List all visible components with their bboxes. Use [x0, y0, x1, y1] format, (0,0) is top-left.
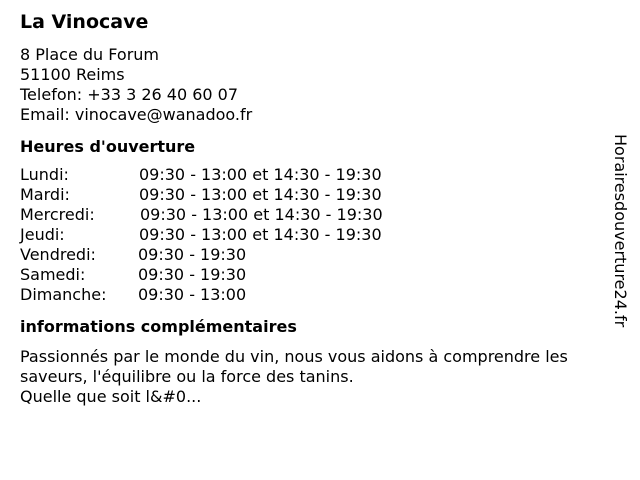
day-label: Vendredi: — [20, 245, 96, 264]
hours-title: Heures d'ouverture — [20, 137, 196, 156]
time-range: 09:30 - 13:00 — [138, 285, 247, 304]
time-range: 09:30 - 13:00 et 14:30 - 19:30 — [139, 225, 382, 244]
hours-row-sunday — [20, 285, 620, 305]
hours-row-tuesday — [20, 185, 620, 205]
hours-row-saturday — [20, 265, 620, 285]
address-city: 51100 Reims — [20, 65, 125, 84]
site-watermark: Horairesdouverture24.fr — [611, 134, 630, 328]
day-label: Mardi: — [20, 185, 70, 204]
time-range: 09:30 - 13:00 et 14:30 - 19:30 — [139, 185, 382, 204]
hours-row-wednesday — [20, 205, 620, 225]
time-range: 09:30 - 19:30 — [138, 265, 247, 284]
hours-row-friday — [20, 245, 620, 265]
hours-table — [20, 165, 620, 305]
description-line: Quelle que soit l&#0... — [20, 387, 202, 406]
description-line: Passionnés par le monde du vin, nous vous aidons à comprendre les — [20, 347, 568, 366]
business-name: La Vinocave — [20, 11, 149, 33]
business-card — [20, 10, 620, 407]
info-description — [20, 347, 620, 407]
address-block — [20, 45, 620, 125]
day-label: Mercredi: — [20, 205, 95, 224]
address-street: 8 Place du Forum — [20, 45, 159, 64]
hours-row-thursday — [20, 225, 620, 245]
day-label: Samedi: — [20, 265, 86, 284]
phone-number: Telefon: +33 3 26 40 60 07 — [20, 85, 239, 104]
day-label: Dimanche: — [20, 285, 107, 304]
day-label: Lundi: — [20, 165, 69, 184]
time-range: 09:30 - 19:30 — [138, 245, 247, 264]
time-range: 09:30 - 13:00 et 14:30 - 19:30 — [140, 205, 383, 224]
email-address: Email: vinocave@wanadoo.fr — [20, 105, 253, 124]
description-line: saveurs, l'équilibre ou la force des tanins. — [20, 367, 354, 386]
info-title: informations complémentaires — [20, 317, 297, 336]
hours-row-monday — [20, 165, 620, 185]
time-range: 09:30 - 13:00 et 14:30 - 19:30 — [139, 165, 382, 184]
day-label: Jeudi: — [20, 225, 65, 244]
